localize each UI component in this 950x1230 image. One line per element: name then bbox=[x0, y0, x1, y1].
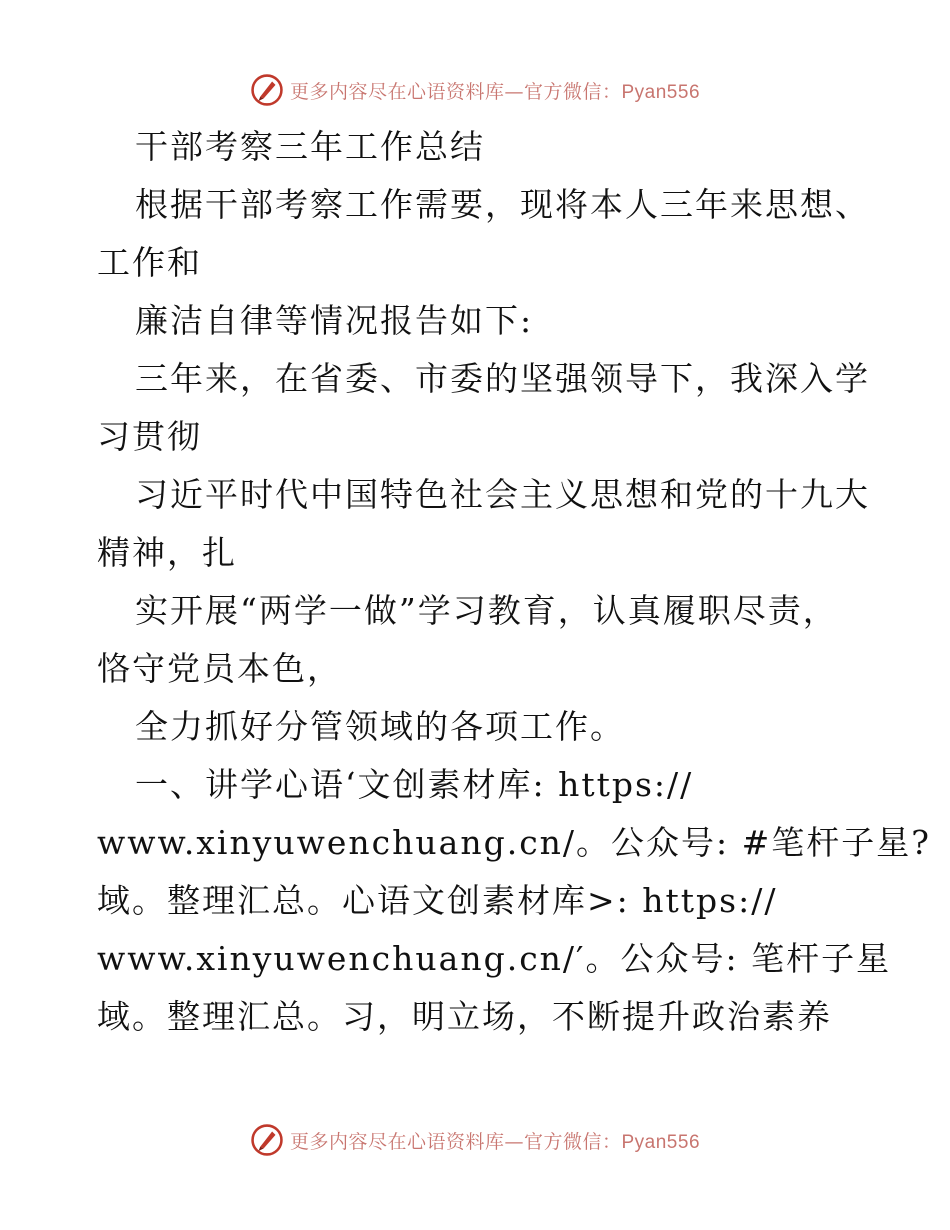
paragraph-line: 域。整理汇总。习，明立场，不断提升政治素养 bbox=[97, 997, 832, 1036]
footer-watermark-banner bbox=[0, 1120, 950, 1160]
header-watermark-text: 更多内容尽在心语资料库—官方微信：Pyan556 bbox=[289, 80, 701, 103]
wechat-id: Pyan556 bbox=[621, 81, 701, 103]
paragraph-line: 恪守党员本色， bbox=[97, 649, 342, 688]
wechat-id: Pyan556 bbox=[621, 1131, 701, 1153]
paragraph-line: 习近平时代中国特色社会主义思想和党的十九大 bbox=[135, 475, 870, 514]
paragraph-line: 根据干部考察工作需要，现将本人三年来思想、 bbox=[135, 185, 870, 224]
document-body bbox=[97, 118, 931, 1046]
header-watermark-banner bbox=[0, 70, 950, 110]
paragraph-line: 实开展“两学一做”学习教育，认真履职尽责， bbox=[135, 591, 838, 630]
footer-watermark-text: 更多内容尽在心语资料库—官方微信：Pyan556 bbox=[289, 1130, 701, 1153]
paragraph-line: 三年来，在省委、市委的坚强领导下，我深入学 bbox=[135, 359, 870, 398]
pen-logo-icon bbox=[250, 1123, 284, 1157]
url-line: www.xinyuwenchuang.cn/′。公众号: 笔杆子星 bbox=[97, 939, 892, 978]
paragraph-line: 廉洁自律等情况报告如下: bbox=[135, 301, 534, 340]
url-line: www.xinyuwenchuang.cn/。公众号: #笔杆子星? bbox=[97, 823, 931, 862]
doc-title: 干部考察三年工作总结 bbox=[135, 127, 485, 166]
paragraph-line: 精神，扎 bbox=[97, 533, 237, 572]
paragraph-line: 一、讲学心语‘文创素材库: https:// bbox=[135, 765, 694, 804]
paragraph-line: 全力抓好分管领域的各项工作。 bbox=[135, 707, 625, 746]
pen-logo-icon bbox=[250, 73, 284, 107]
paragraph-line: 工作和 bbox=[97, 243, 202, 282]
paragraph-line: 习贯彻 bbox=[97, 417, 202, 456]
paragraph-line: 域。整理汇总。心语文创素材库>: https:// bbox=[97, 881, 778, 920]
